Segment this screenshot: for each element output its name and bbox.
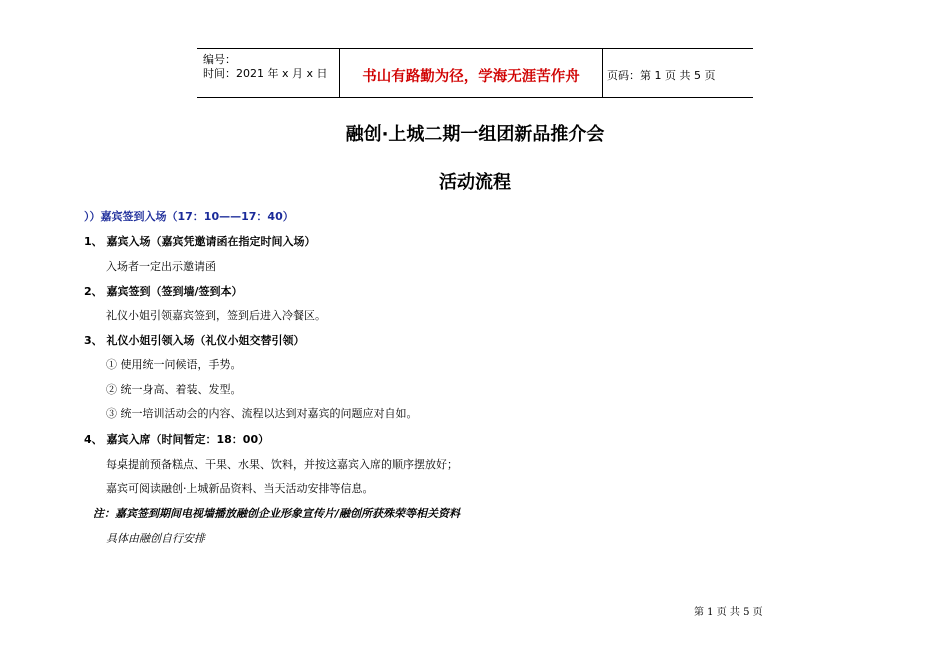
note-detail: 具体由融创自行安排: [106, 532, 205, 545]
item-heading-4: 4、 嘉宾入席（时间暂定：18：00）: [84, 433, 270, 446]
item-heading-1: 1、 嘉宾入场（嘉宾凭邀请函在指定时间入场）: [84, 235, 316, 248]
item-4-line-2: 嘉宾可阅读融创·上城新品资料、当天活动安排等信息。: [106, 482, 374, 495]
page-title: 融创·上城二期一组团新品推介会: [345, 124, 605, 145]
header-motto-cell: [339, 49, 603, 97]
section-heading: ））嘉宾签到入场（17：10——17：40）: [84, 210, 294, 223]
item-1-line: 入场者一定出示邀请函: [106, 260, 216, 273]
header-page-cell: [603, 49, 753, 97]
document-number-label: 编号：: [203, 53, 236, 66]
item-3-line-2: ② 统一身高、着装、发型。: [106, 383, 242, 396]
item-3-line-1: ① 使用统一问候语，手势。: [106, 358, 242, 371]
item-2-line: 礼仪小姐引领嘉宾签到，签到后进入冷餐区。: [106, 309, 326, 322]
header-meta-cell: [197, 49, 339, 97]
item-3-line-3: ③ 统一培训活动会的内容、流程以达到对嘉宾的问题应对自如。: [106, 407, 418, 420]
page-subtitle: 活动流程: [439, 172, 511, 193]
item-heading-3: 3、 礼仪小姐引领入场（礼仪小姐交替引领）: [84, 334, 305, 347]
page-code: 页码：第 1 页 共 5 页: [607, 69, 716, 82]
item-4-line-1: 每桌提前预备糕点、干果、水果、饮料，并按这嘉宾入席的顺序摆放好；: [106, 458, 458, 471]
page-footer: 第 1 页 共 5 页: [694, 607, 763, 618]
note: 注：嘉宾签到期间电视墙播放融创企业形象宣传片/融创所获殊荣等相关资料: [93, 507, 461, 520]
document-header: [197, 48, 753, 98]
header-motto: 书山有路勤为径，学海无涯苦作舟: [362, 69, 580, 85]
item-heading-2: 2、 嘉宾签到（签到墙/签到本）: [84, 285, 243, 298]
document-date: 时间：2021 年 x 月 x 日: [203, 67, 328, 80]
